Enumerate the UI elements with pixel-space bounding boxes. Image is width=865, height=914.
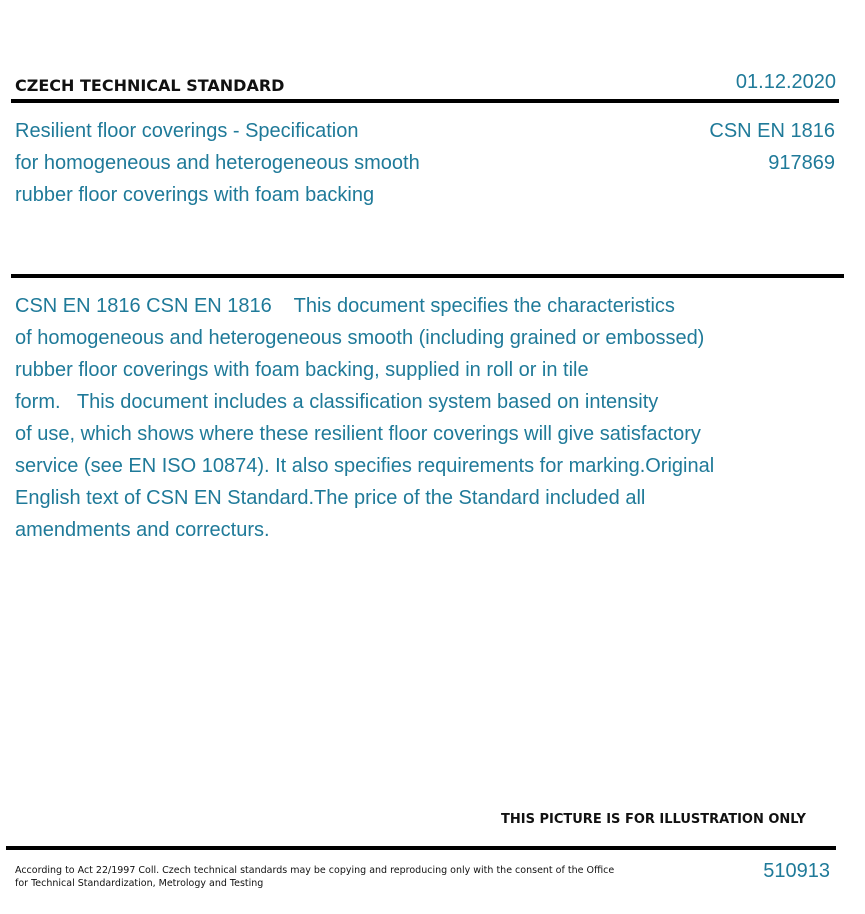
description-line: amendments and correcturs. bbox=[15, 519, 270, 541]
description-line: of homogeneous and heterogeneous smooth (including grained or embossed) bbox=[15, 327, 705, 349]
description-line: of use, which shows where these resilient floor coverings will give satisfactory bbox=[15, 423, 701, 445]
header-label: CZECH TECHNICAL STANDARD bbox=[15, 76, 285, 95]
middle-rule bbox=[11, 274, 844, 278]
footer-legal-note bbox=[15, 864, 614, 890]
title-line: Resilient floor coverings - Specification bbox=[15, 120, 359, 142]
title-line: rubber floor coverings with foam backing bbox=[15, 184, 375, 206]
footer-number: 510913 bbox=[763, 860, 830, 882]
description-line: CSN EN 1816 CSN EN 1816 This document specifies the characteristics bbox=[15, 295, 675, 317]
document-codes bbox=[709, 115, 835, 179]
header-date: 01.12.2020 bbox=[735, 71, 836, 93]
description-line: English text of CSN EN Standard.The price of the Standard included all bbox=[15, 487, 646, 509]
bottom-rule bbox=[6, 846, 836, 850]
illustration-note: THIS PICTURE IS FOR ILLUSTRATION ONLY bbox=[501, 812, 806, 827]
description-line: form. This document includes a classification system based on intensity bbox=[15, 391, 659, 413]
catalog-number: 917869 bbox=[768, 152, 835, 174]
document-title bbox=[15, 115, 420, 211]
top-rule bbox=[11, 99, 839, 103]
footer-note-line: for Technical Standardization, Metrology and Testing bbox=[15, 878, 264, 889]
description-line: service (see EN ISO 10874). It also specifies requirements for marking.Original bbox=[15, 455, 715, 477]
description-line: rubber floor coverings with foam backing, supplied in roll or in tile bbox=[15, 359, 589, 381]
footer-note-line: According to Act 22/1997 Coll. Czech technical standards may be copying and reproducing only with the consent of the Office bbox=[15, 865, 615, 876]
document-description bbox=[15, 290, 714, 546]
title-line: for homogeneous and heterogeneous smooth bbox=[15, 152, 420, 174]
standard-code: CSN EN 1816 bbox=[709, 120, 835, 142]
